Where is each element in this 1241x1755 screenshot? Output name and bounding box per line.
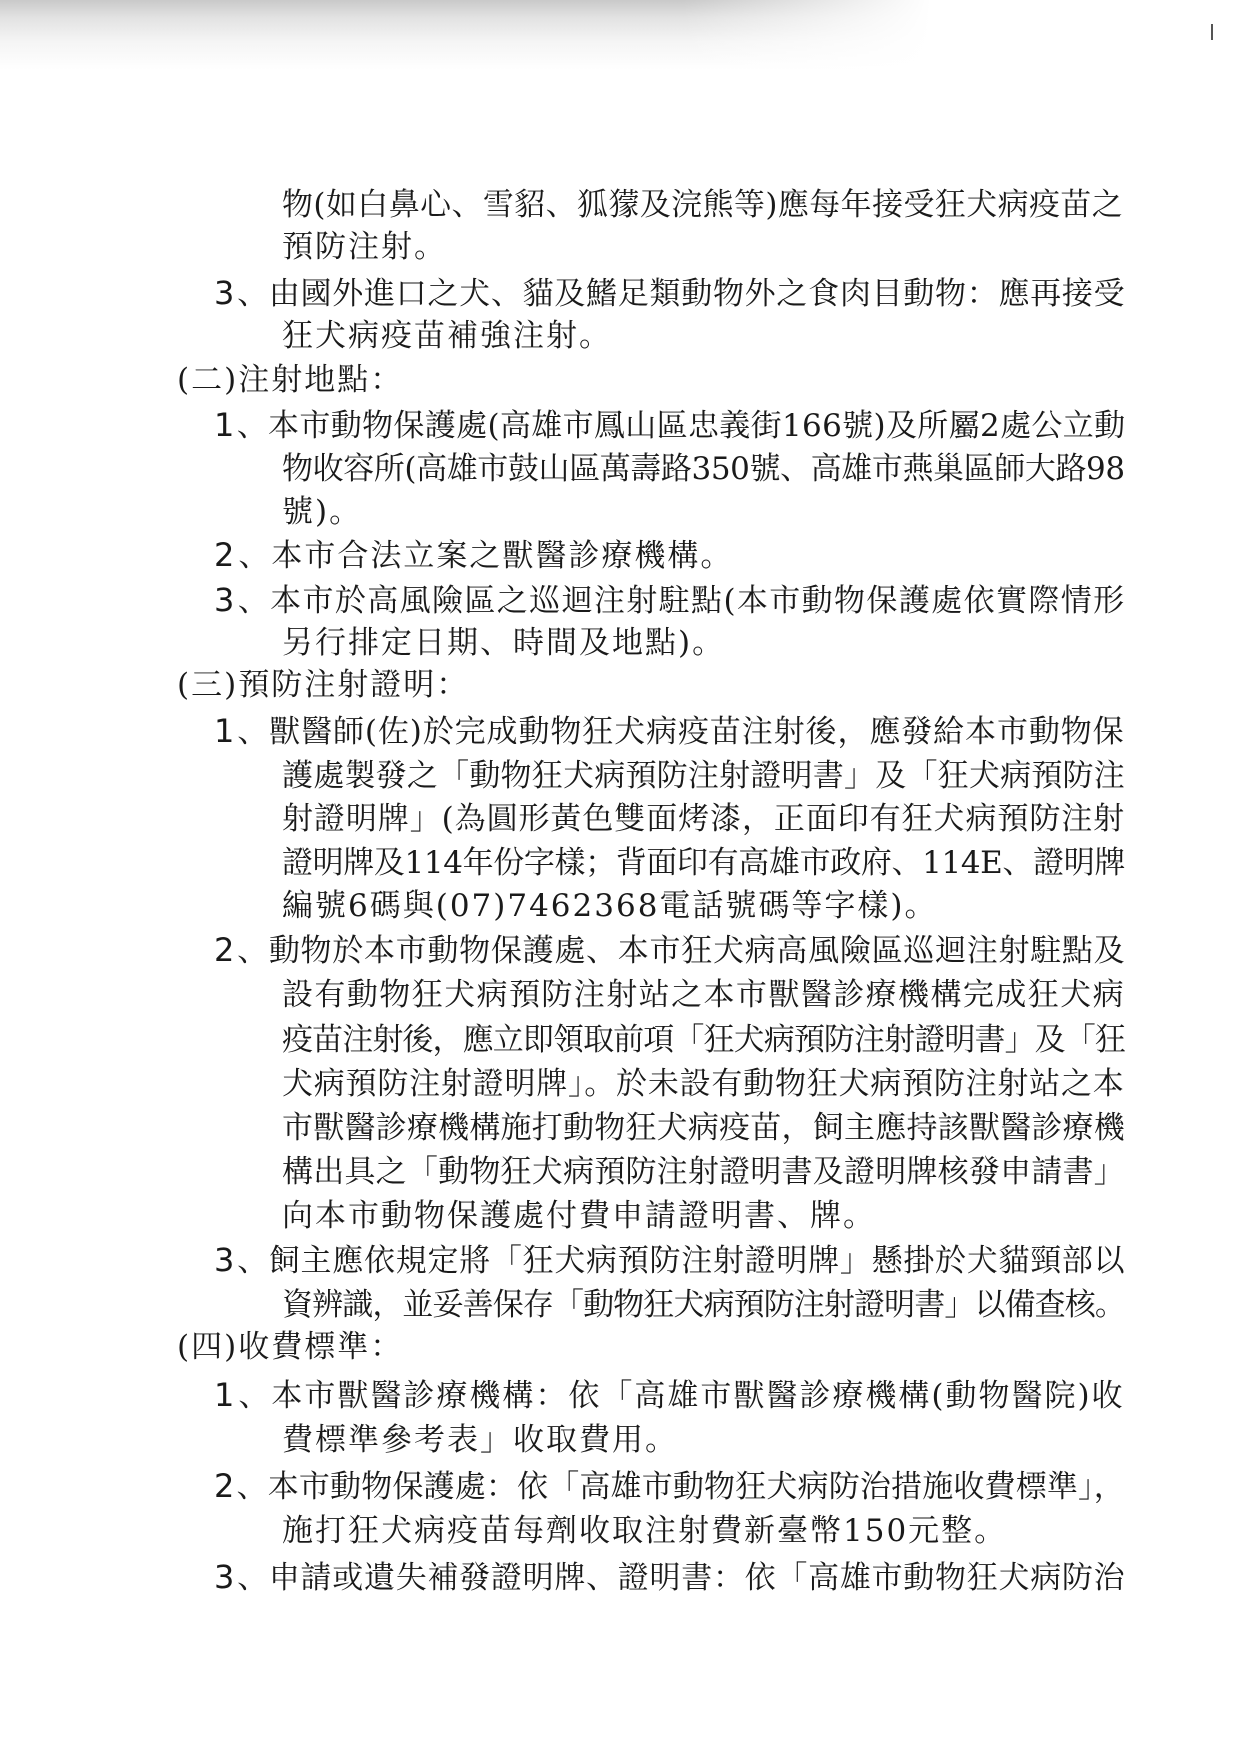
text-line: 預防注射。	[282, 229, 447, 265]
section-heading-2: (二)注射地點：	[177, 362, 404, 398]
list-item-3: 3、飼主應依規定將「狂犬病預防注射證明牌」懸掛於犬貓頸部以	[214, 1241, 1126, 1279]
text-line: 另行排定日期、時間及地點)。	[282, 625, 726, 661]
list-item-3: 3、本市於高風險區之巡迴注射駐點(本市動物保護處依實際情形	[214, 581, 1126, 619]
text-line: 物收容所(高雄市鼓山區萬壽路350號、高雄市燕巢區師大路98	[282, 451, 1125, 487]
text-line: 狂犬病疫苗補強注射。	[282, 318, 612, 354]
text-line: 射證明牌」(為圓形黃色雙面烤漆，正面印有狂犬病預防注射	[282, 801, 1126, 837]
text-line: 犬病預防注射證明牌」。於未設有動物狂犬病預防注射站之本	[282, 1066, 1125, 1102]
text-line: 編號6碼與(07)7462368電話號碼等字樣)。	[282, 888, 938, 924]
text-line: 護處製發之「動物狂犬病預防注射證明書」及「狂犬病預防注	[282, 758, 1125, 794]
list-item-2: 2、本市合法立案之獸醫診療機構。	[214, 536, 734, 574]
text-line: 向本市動物保護處付費申請證明書、牌。	[282, 1198, 876, 1234]
list-item-2: 2、動物於本市動物保護處、本市狂犬病高風險區巡迴注射駐點及	[214, 931, 1126, 969]
text-line: 設有動物狂犬病預防注射站之本市獸醫診療機構完成狂犬病	[282, 977, 1125, 1013]
text-line: 證明牌及114年份字樣；背面印有高雄市政府、114E、證明牌	[282, 845, 1125, 881]
list-item-1: 1、本市動物保護處(高雄市鳳山區忠義街166號)及所屬2處公立動	[214, 406, 1126, 444]
list-item-1: 1、本市獸醫診療機構：依「高雄市獸醫診療機構(動物醫院)收	[214, 1376, 1125, 1414]
list-item-3: 3、申請或遺失補發證明牌、證明書：依「高雄市動物狂犬病防治	[214, 1558, 1126, 1596]
text-line: 費標準參考表」收取費用。	[282, 1422, 678, 1458]
text-line: 施打狂犬病疫苗每劑收取注射費新臺幣150元整。	[282, 1513, 1008, 1549]
text-line: 市獸醫診療機構施打動物狂犬病疫苗，飼主應持該獸醫診療機	[282, 1110, 1125, 1146]
section-heading-4: (四)收費標準：	[177, 1329, 404, 1365]
list-item-1: 1、獸醫師(佐)於完成動物狂犬病疫苗注射後，應發給本市動物保	[214, 712, 1125, 750]
list-item-3: 3、由國外進口之犬、貓及鰭足類動物外之食肉目動物：應再接受	[214, 274, 1126, 312]
text-line: 號)。	[282, 494, 363, 530]
list-item-2: 2、本市動物保護處：依「高雄市動物狂犬病防治措施收費標準」，	[214, 1467, 1125, 1505]
text-line: 疫苗注射後，應立即領取前項「狂犬病預防注射證明書」及「狂	[282, 1022, 1125, 1058]
text-line: 構出具之「動物狂犬病預防注射證明書及證明牌核發申請書」	[282, 1154, 1125, 1190]
text-line: 資辨識，並妥善保存「動物狂犬病預防注射證明書」以備查核。	[282, 1287, 1125, 1323]
text-line: 物(如白鼻心、雪貂、狐獴及浣熊等)應每年接受狂犬病疫苗之	[282, 187, 1124, 223]
section-heading-3: (三)預防注射證明：	[177, 667, 470, 703]
